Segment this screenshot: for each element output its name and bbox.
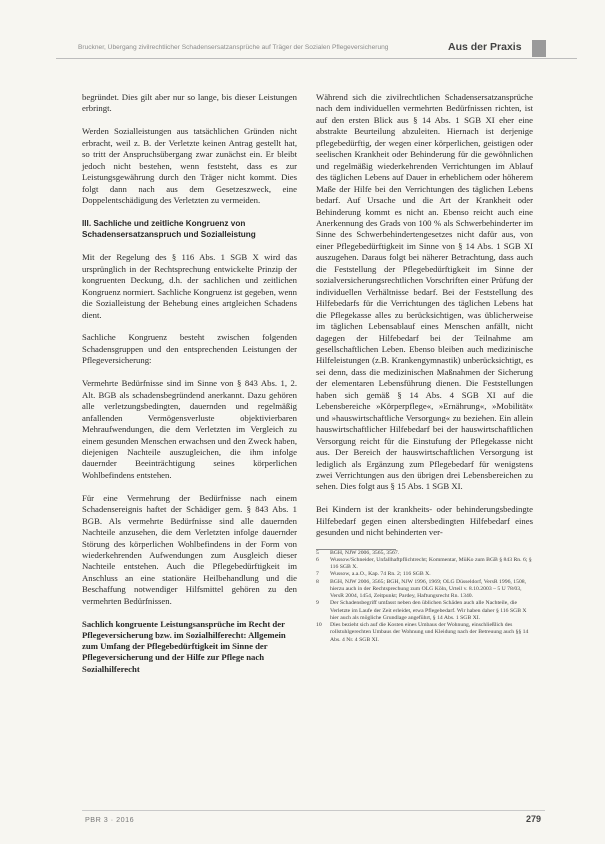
page-number: 279 — [526, 814, 542, 824]
page-header — [0, 40, 605, 60]
footnote: 8 BGH, NJW 2006, 3565; BGH, NJW 1996, 1969; OLG Düsseldorf, VersR 1996, 1508, hierzu auch in der Rechtsprechung zum OLG Köln, Urteil v. 8.10.2003 – 5 U 78/03, VersR 2004, 1454, Zeitpunkt; Pardey, Haftungsrecht Rn. 1340. — [316, 578, 527, 600]
page-footer — [0, 810, 605, 832]
header-divider — [56, 58, 577, 59]
footnote: 5 BGH, NJW 2006, 3565, 3567. — [316, 549, 400, 556]
section-marker — [532, 40, 546, 57]
paragraph: Bei Kindern ist der krankheits- oder behinderungsbedingte Hilfebedarf gegen einen altersbedingten Hilfebedarf eines gesunden und nicht behinderten ver- — [316, 504, 533, 538]
footnote: 9 Der Schadensbegriff umfasst neben den üblichen Schäden auch alle Nachteile, die Verletzte im Laufe der Zeit erleidet, etwa Pflegebedarf. Wir haben daher § 116 SGB X hier auch als mögliche Grundlage angeführt, § 14 Abs. 1 SGB XI. — [316, 600, 527, 621]
footnote: 10 Dies bezieht sich auf die Kosten eines Umbaus der Wohnung, einschließlich des rollstuhlgerechten Umbaus der Wohnung und Kleidung nach der Betreuung auch §§ 14 Abs. 4 Nr. 4 SGB XI. — [316, 622, 529, 643]
left-column — [82, 92, 297, 675]
footnote: 6 Wussow/Schneider, Unfallhaftpflichtrecht; Kommentar, MüKo zum BGB § 843 Rn. 6; § 116 SGB X. — [316, 556, 532, 571]
running-title: Bruckner, Übergang zivilrechtlicher Schadensersatzansprüche auf Träger der Sozialen Pflegeversicherung — [78, 44, 389, 51]
paragraph: Während sich die zivilrechtlichen Schadensersatzansprüche nach dem individuellen vermehrten Bedürfnissen richten, ist auf den ersten Blick aus § 14 Abs. 1 SGB XI eher eine abstrakte Beurteilung abzuleiten. Hiernach ist derjenige pflegebedürftig, der wegen einer körperlichen, geistigen oder seelischen Krankheit oder Behinderung für die gewöhnlichen und regelmäßig wiederkehrenden Verrichtungen im Ablauf des täglichen Lebens auf Dauer in erheblichem oder höherem Maße der Hilfe bei den Verrichtungen des täglichen Lebens bedarf. Auf Ursache und die Art der Krankheit oder Behinderung kommt es nicht an. Ebenso reicht auch eine Anerkennung des Grads von 100 % als Schwerbehinderter im Sinne des Schwerbehindertengesetzes nicht dafür aus, von einer Pflegebedürftigkeit im Sinne von § 14 Abs. 1 SGB XI auszugehen. Daraus folgt bei näherer Betrachtung, dass auch die Feststellung der Pflegebedürftigkeit im Sinne der sozialversicherungsrechtlichen Vorschriften einer Prüfung der individuellen Verhältnisse bedarf. Bei der Feststellung des Hilfebedarfs für die Verrichtungen des täglichen Lebens hat die Pflegekasse alles zu berücksichtigen, was üblicherweise im täglichen Lebensablauf eines Menschen anfällt, nicht dagegen der Hilfebedarf bei der Teilnahme am gesellschaftlichen Leben. Ebenso bleiben auch medizinische Hilfeleistungen (z.B. Krankengymnastik) unberücksichtigt, es sei denn, dass die medizinischen Maßnahmen der Sicherung der elementaren Lebensführung dienen. Die Feststellungen haben sich gemäß § 14 Abs. 4 SGB XI auf die Lebensbereiche »Körperpflege«, »Ernährung«, »Mobilität« und »hauswirtschaftliche Versorgung« zu beziehen. Ein allein hauswirtschaftlicher Hilfebedarf bei der hauswirtschaftlichen Versorgung reicht für die Einstufung der Pflegekasse nicht aus. Der Bereich der hauswirtschaftlichen Versorgung ist lediglich als Ergänzung zum Pflegebedarf für wenigstens zwei Verrichtungen aus den übrigen drei Lebensbereichen zu sehen. Dies folgt aus § 15 Abs. 1 SGB XI. — [316, 92, 533, 492]
paragraph: Für eine Vermehrung der Bedürfnisse nach einem Schadensereignis haftet der Schädiger gem. § 843 Abs. 1 BGB. Als vermehrte Bedürfnisse sind alle dauernden Nachteile anzusehen, die dem Verletzten infolge dauernder Störung des körperlichen Wohlbefindens in der Form von wiederkehrenden Aufwendungen zum Ausgleich dieser Nachteile entstehen. Auch die Pflegebedürftigkeit im Anschluss an eine stationäre Heilbehandlung und die Beschaffung notwendiger Hilfsmittel gehören zu den vermehrten Bedürfnissen. — [82, 492, 297, 606]
paragraph: Mit der Regelung des § 116 Abs. 1 SGB X wird das ursprünglich in der Rechtsprechung entwickelte Prinzip der kongruenten Deckung, d.h. der sachlichen und zeitlichen Kongruenz normiert. Sachliche Kongruenz ist gegeben, wenn die Sozialleistung der Behebung eines artgleichen Schadens dient. — [82, 252, 297, 320]
right-column — [316, 92, 533, 644]
journal-issue: PBR 3 · 2016 — [85, 815, 135, 824]
section-label: Aus der Praxis — [448, 41, 522, 53]
paragraph: Sachliche Kongruenz besteht zwischen folgenden Schadensgruppen und den entsprechenden Leistungen der Pflegeversicherung: — [82, 332, 297, 366]
footer-divider — [82, 810, 545, 811]
footnotes — [316, 550, 533, 644]
paragraph: Vermehrte Bedürfnisse sind im Sinne von § 843 Abs. 1, 2. Alt. BGB als schadensbegründend anerkannt. Dazu gehören alle verletzungsbedingten, dauernden und regelmäßig anfallenden Vermögensverluste objektivierbaren Mehraufwendungen, die dem Verletzten im Vergleich zu einem gesunden Menschen erwachsen und den Zweck haben, diejenigen Nachteile auszugleichen, die ihm infolge dauernder Beeinträchtigung seines körperlichen Wohlbefindens entstehen. — [82, 378, 297, 480]
paragraph: begründet. Dies gilt aber nur so lange, bis dieser Leistungen erbringt. — [82, 92, 297, 114]
subheading: Sachlich kongruente Leistungsansprüche im Recht der Pflegeversicherung bzw. im Sozialhilferecht: Allgemein zum Umfang der Pflegebedürftigkeit im Sinne der Pflegeversicherung und der Hilfe zur Pflege nach Sozialhilferecht — [82, 618, 286, 674]
footnote: 7 Wussow, a.a.O., Kap. 74 Rn. 2; 116 SGB X. — [316, 571, 431, 578]
section-heading: III. Sachliche und zeitliche Kongruenz von Schadensersatzanspruch und Sozialleistung — [82, 218, 256, 240]
paragraph: Werden Sozialleistungen aus tatsächlichen Gründen nicht erbracht, weil z. B. der Verletzte keinen Antrag gestellt hat, so tritt der Anspruchsübergang zwar zunächst ein. Er bleibt jedoch nicht bestehen, wenn feststeht, dass es zur Leistungsgewährung durch den Träger nicht kommt. Dies folgt dann nach aus dem Gesetzeszweck, eine Doppelentschädigung des Verletzten zu vermeiden. — [82, 126, 297, 206]
